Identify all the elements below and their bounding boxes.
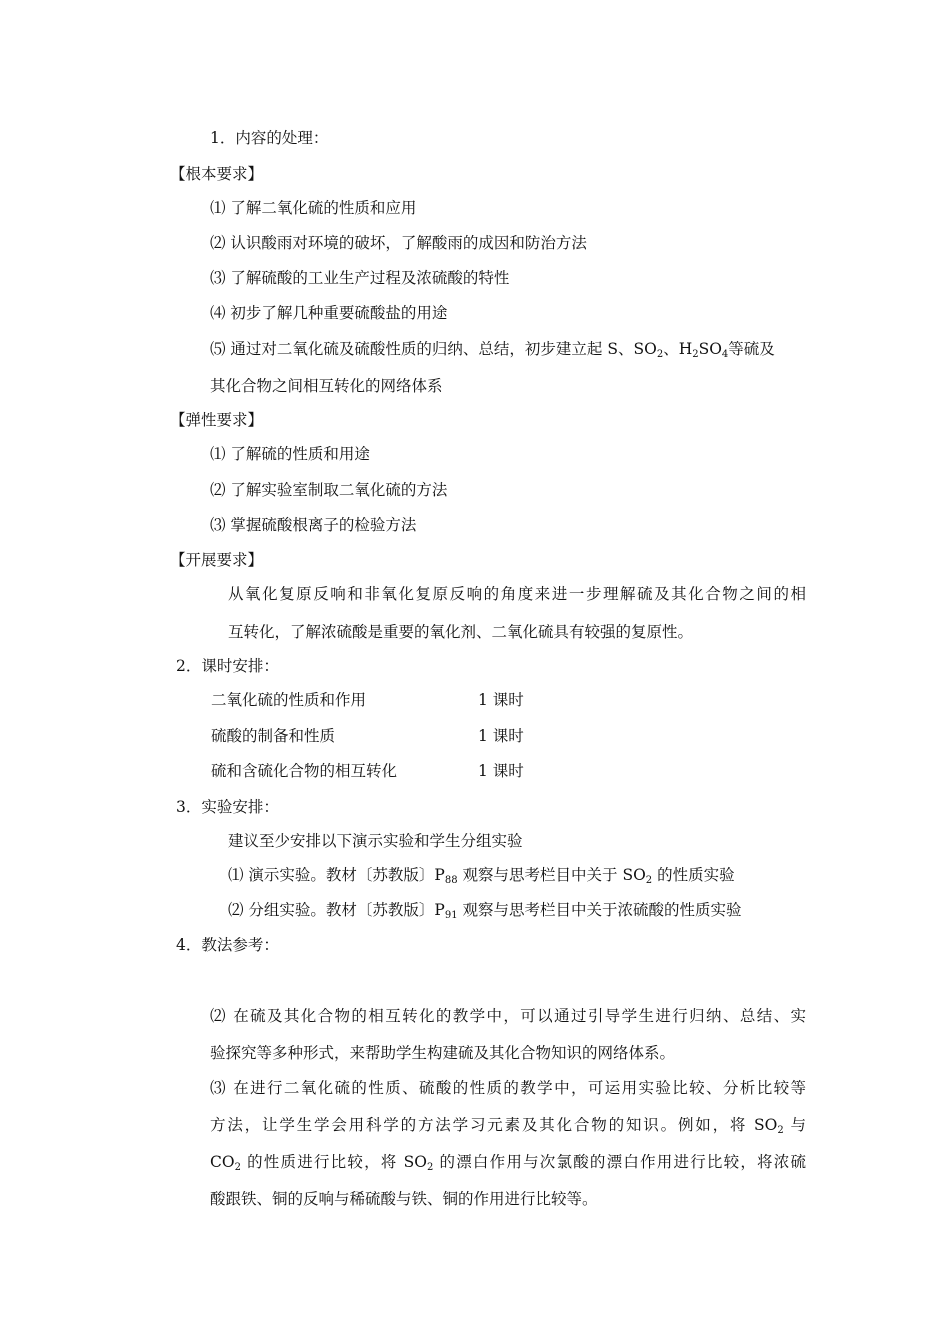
method-3-line-2: 方法，让学生学会用科学的方法学习元素及其化合物的知识。例如，将 $SO_2$ 与 (210, 1116, 806, 1136)
method-3-line-1: ⑶ 在进行二氧化硫的性质、硫酸的性质的教学中，可运用实验比较、分析比较等 (210, 1079, 806, 1097)
section-2-heading: 2．课时安排： (176, 657, 279, 675)
basic-item-5: ⑸ 通过对二氧化硫及硫酸性质的归纳、总结，初步建立起 S、$SO_2$、$H_2SO_4$等硫及 (210, 340, 775, 360)
basic-requirements-title: 【根本要求】 (170, 165, 264, 183)
schedule-row-3-topic: 硫和含硫化合物的相互转化 (211, 762, 398, 780)
section-3-heading: 3．实验安排： (176, 798, 279, 816)
development-requirements-title: 【开展要求】 (170, 551, 264, 569)
elastic-item-3: ⑶ 掌握硫酸根离子的检验方法 (210, 516, 417, 534)
basic-item-2: ⑵ 认识酸雨对环境的破坏，了解酸雨的成因和防治方法 (210, 234, 587, 252)
schedule-row-1-topic: 二氧化硫的性质和作用 (211, 691, 367, 709)
schedule-row-3-hours: 1 课时 (478, 762, 524, 780)
elastic-item-1: ⑴ 了解硫的性质和用途 (210, 445, 370, 463)
development-text-line-2: 互转化，了解浓硫酸是重要的氧化剂、二氧化硫具有较强的复原性。 (228, 623, 694, 641)
method-3-line-4: 酸跟铁、铜的反响与稀硫酸与铁、铜的作用进行比较等。 (210, 1190, 598, 1208)
basic-item-3: ⑶ 了解硫酸的工业生产过程及浓硫酸的特性 (210, 269, 510, 287)
development-text-line-1: 从氧化复原反响和非氧化复原反响的角度来进一步理解硫及其化合物之间的相 (228, 585, 806, 603)
experiment-intro: 建议至少安排以下演示实验和学生分组实验 (228, 832, 523, 850)
basic-item-5-continued: 其化合物之间相互转化的网络体系 (210, 377, 443, 395)
method-2-line-2: 验探究等多种形式，来帮助学生构建硫及其化合物知识的网络体系。 (210, 1044, 676, 1062)
method-2-line-1: ⑵ 在硫及其化合物的相互转化的教学中，可以通过引导学生进行归纳、总结、实 (210, 1007, 806, 1025)
schedule-row-2-hours: 1 课时 (478, 727, 524, 745)
elastic-item-2: ⑵ 了解实验室制取二氧化硫的方法 (210, 481, 448, 499)
schedule-row-2-topic: 硫酸的制备和性质 (211, 727, 336, 745)
experiment-1: ⑴ 演示实验。教材〔苏教版〕$P_{88}$ 观察与思考栏目中关于 $SO_2$ 的性质实验 (228, 866, 735, 886)
method-3-line-3: $CO_2$ 的性质进行比较，将 $SO_2$ 的漂白作用与次氯酸的漂白作用进行比较，将浓硫 (210, 1153, 806, 1173)
basic-item-1: ⑴ 了解二氧化硫的性质和应用 (210, 199, 417, 217)
experiment-2: ⑵ 分组实验。教材〔苏教版〕$P_{91}$ 观察与思考栏目中关于浓硫酸的性质实验 (228, 901, 742, 921)
section-4-heading: 4．教法参考： (176, 936, 279, 954)
elastic-requirements-title: 【弹性要求】 (170, 411, 264, 429)
basic-item-4: ⑷ 初步了解几种重要硫酸盐的用途 (210, 304, 448, 322)
section-1-heading: 1．内容的处理： (210, 129, 329, 147)
schedule-row-1-hours: 1 课时 (478, 691, 524, 709)
